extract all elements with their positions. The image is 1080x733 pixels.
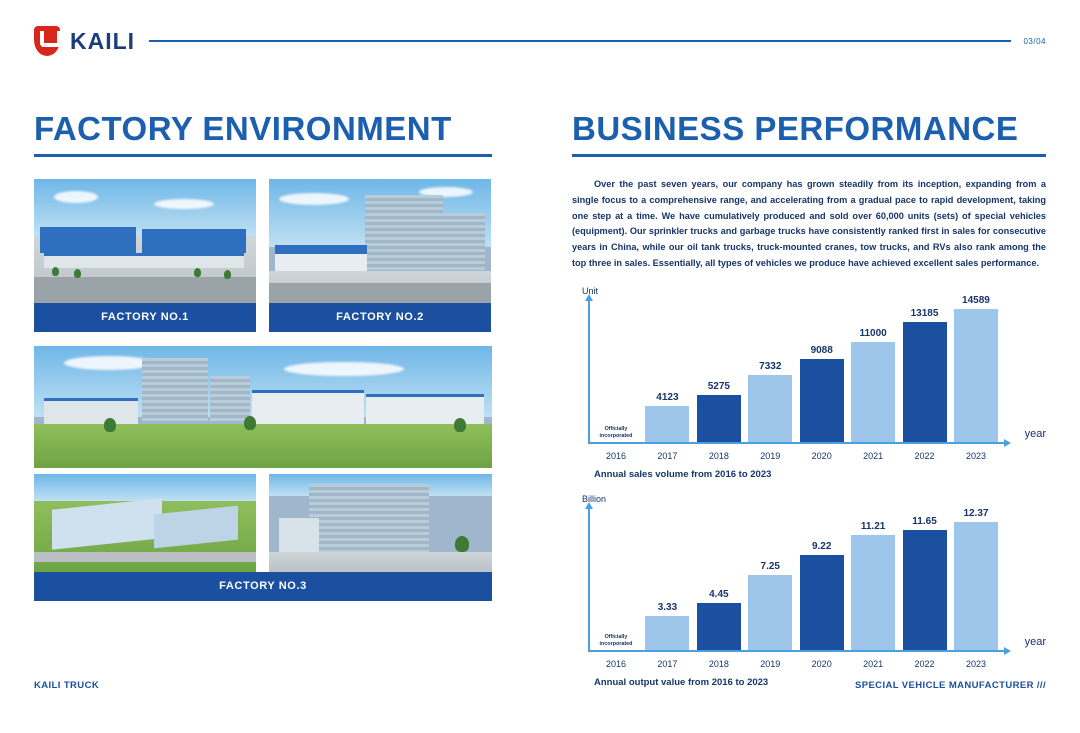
chart-2-tick-2018: 2018: [708, 658, 729, 669]
factory-photo-3-office: [269, 474, 492, 572]
chart-2-x-axis-label: year: [1024, 635, 1046, 648]
chart-1-bar-shape-2020: [800, 359, 844, 442]
chart-1-tick-2023: 2023: [965, 450, 986, 461]
chart-1-tick-2020: 2020: [811, 450, 832, 461]
factory-card-1: [34, 179, 256, 332]
chart-1-value-2023: 14589: [962, 294, 990, 306]
chart-2-tick-2023: 2023: [965, 658, 986, 669]
factory-caption-1: FACTORY NO.1: [34, 303, 256, 332]
chart-1-bar-2019: [748, 361, 792, 442]
chart-1-bar-shape-2022: [903, 322, 947, 442]
chart-2-bar-2016: [594, 621, 638, 650]
note-line-2: incorporated: [599, 641, 633, 648]
chart-1-tick-2019: 2019: [760, 450, 781, 461]
footer-tagline: SPECIAL VEHICLE MANUFACTURER ///: [854, 680, 1046, 691]
chart-2-bar-shape-2017: [645, 616, 689, 650]
chart-2-value-2022: 11.65: [912, 515, 937, 527]
chart-2-bar-2021: [851, 521, 895, 650]
chart-1-tick-2016: 2016: [605, 450, 627, 461]
header-divider: [149, 40, 1011, 42]
title-underline: [34, 154, 492, 157]
chart-2-tick-2017: 2017: [657, 658, 678, 669]
sales-volume-chart-block: [572, 286, 1046, 480]
chart-2-bar-2018: [697, 589, 741, 650]
chart-2-x-ticks: [594, 659, 998, 669]
chart-2-unit-label: Billion: [582, 493, 607, 504]
chart-1-bar-2021: [851, 328, 895, 442]
footer-brand: KAILI TRUCK: [34, 680, 100, 691]
output-value-chart: [572, 506, 1046, 676]
chart-1-bar-shape-2021: [851, 342, 895, 442]
chart-1-bar-shape-2019: [748, 375, 792, 442]
chart-1-bar-shape-2017: [645, 406, 689, 442]
factory-photo-2: [269, 179, 491, 303]
chart-2-bar-shape-2023: [954, 522, 998, 650]
chart-1-bar-2023: [954, 295, 998, 442]
factory-photo-1: [34, 179, 256, 303]
title-underline: [572, 154, 1046, 157]
chart-1-x-axis-label: year: [1024, 427, 1046, 440]
factory-photo-3-aerial: [34, 474, 256, 572]
chart-1-x-ticks: [594, 451, 998, 461]
chart-2-bar-shape-2021: [851, 535, 895, 650]
chart-1-x-axis: [588, 442, 1004, 444]
chart-2-tick-2022: 2022: [914, 658, 935, 669]
business-performance-section: [572, 112, 1046, 688]
chart-2-tick-2021: 2021: [863, 658, 884, 669]
chart-2-bar-shape-2018: [697, 603, 741, 650]
chart-1-tick-2022: 2022: [914, 450, 935, 461]
chart-2-value-2023: 12.37: [963, 507, 989, 519]
chart-1-y-axis: [588, 300, 590, 444]
chart-1-unit-label: Unit: [582, 285, 599, 296]
chart-1-tick-2021: 2021: [863, 450, 884, 461]
business-performance-paragraph: Over the past seven years, our company has grown steadily from its inception, expanding from a single focus to a comprehensive range, and accelerating from a gradual pace to rapid development, taking one step at a time. We have cumulatively produced and sold over 60,000 units (sets) of special vehicles (equipment). Our sprinkler trucks and garbage trucks have consistently ranked first in sales for consecutive years in China, while our oil tank trucks, truck-mounted cranes, tow trucks, and RVs also rank among the top three in sales. Essentially, all types of vehicles we produce have achieved excellent sales performance.: [572, 179, 1046, 269]
chart-2-bar-shape-2020: [800, 555, 844, 650]
chart-2-bar-2017: [645, 602, 689, 650]
chart-2-bar-shape-2019: [748, 575, 792, 650]
chart-2-bar-shape-2016: [594, 624, 638, 650]
chart-2-bars: [594, 507, 998, 650]
chart-2-tick-2016: 2016: [605, 658, 627, 669]
chart-1-caption: Annual sales volume from 2016 to 2023: [594, 468, 772, 480]
factory-card-2: [269, 179, 491, 332]
note-line-2: incorporated: [599, 433, 633, 440]
output-value-chart-block: [572, 494, 1046, 688]
chart-1-bar-shape-2018: [697, 395, 741, 442]
chart-2-value-2020: 9.22: [811, 540, 832, 552]
chart-2-value-2021: 11.21: [860, 520, 886, 532]
chart-2-y-axis: [588, 508, 590, 652]
chart-2-value-2017: 3.33: [657, 601, 678, 613]
chart-2-bar-2022: [903, 516, 947, 650]
chart-1-bars: [594, 294, 998, 442]
page-header: [34, 24, 1046, 58]
brand-name: KAILI: [70, 27, 136, 54]
chart-1-bar-shape-2016: [594, 416, 638, 442]
chart-1-bar-2018: [697, 381, 741, 442]
chart-1-value-2022: 13185: [910, 307, 939, 319]
factory-environment-section: [34, 112, 492, 601]
chart-1-value-2017: 4123: [656, 391, 679, 403]
factory-photo-3-campus: [34, 346, 492, 468]
factory-caption-3: FACTORY NO.3: [34, 572, 492, 601]
chart-2-value-2019: 7.25: [760, 560, 780, 572]
chart-2-caption: Annual output value from 2016 to 2023: [594, 676, 769, 688]
chart-2-tick-2019: 2019: [760, 658, 781, 669]
chart-1-bar-2016: [594, 413, 638, 442]
chart-1-tick-2017: 2017: [657, 450, 678, 461]
chart-2-x-axis: [588, 650, 1004, 652]
chart-2-bar-2020: [800, 541, 844, 650]
chart-1-bar-2017: [645, 392, 689, 442]
chart-2-first-bar-note: [594, 634, 638, 648]
chart-1-value-2020: 9088: [810, 344, 833, 356]
chart-1-bar-2020: [800, 345, 844, 442]
chart-1-value-2019: 7332: [759, 360, 782, 372]
sales-volume-chart: [572, 294, 1046, 468]
chart-2-bar-2019: [748, 561, 792, 650]
chart-2-value-2018: 4.45: [709, 588, 729, 600]
factory-photo-grid: [34, 179, 492, 601]
chart-1-first-bar-note: [594, 426, 638, 440]
chart-1-value-2018: 5275: [707, 380, 730, 392]
chart-2-bar-shape-2022: [903, 530, 947, 650]
chart-2-tick-2020: 2020: [811, 658, 832, 669]
factory-card-3: [34, 346, 492, 601]
chart-1-bar-shape-2023: [954, 309, 998, 442]
chart-1-bar-2022: [903, 308, 947, 442]
note-line-1: Officially: [604, 426, 628, 433]
chart-1-tick-2018: 2018: [708, 450, 729, 461]
business-performance-title: BUSINESS PERFORMANCE: [572, 110, 1019, 147]
chart-2-bar-2023: [954, 508, 998, 650]
factory-caption-2: FACTORY NO.2: [269, 303, 491, 332]
chart-1-value-2021: 11000: [859, 327, 887, 339]
kaili-shield-logo-icon: [34, 26, 60, 56]
factory-environment-title: FACTORY ENVIRONMENT: [34, 110, 452, 147]
note-line-1: Officially: [604, 634, 628, 641]
page-number: 03/04: [1023, 36, 1046, 46]
